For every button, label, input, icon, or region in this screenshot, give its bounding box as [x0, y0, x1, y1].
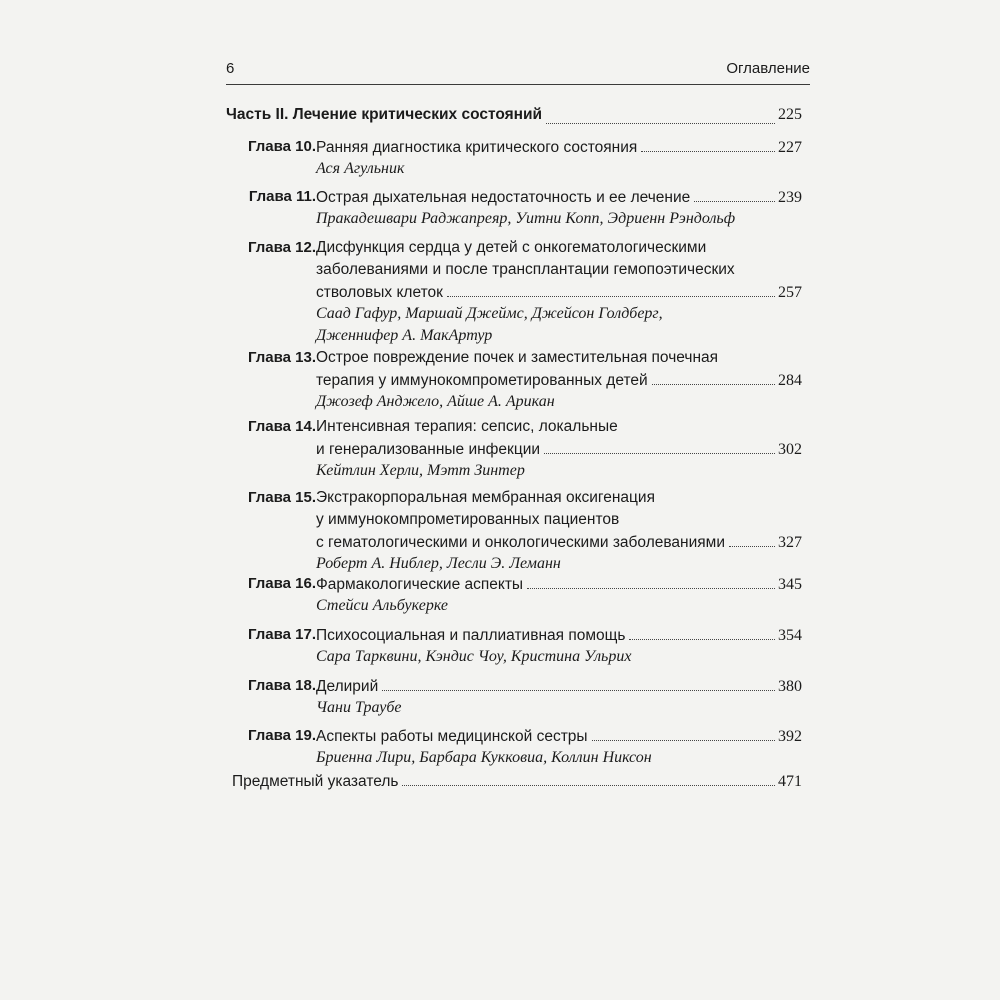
- dot-leader: [641, 136, 775, 152]
- dot-leader: [527, 573, 775, 589]
- chapter-authors: Роберт А. Ниблер, Лесли Э. Леманн: [316, 555, 561, 572]
- chapter-title-row: [316, 725, 802, 747]
- chapter-authors: Саад Гафур, Маршай Джеймс, Джейсон Голдберг,: [316, 305, 663, 322]
- chapter-title-line: Психосоциальная и паллиативная помощь: [316, 627, 626, 644]
- page-number: 6: [226, 60, 235, 77]
- chapter-title-line: Экстракорпоральная мембранная оксигенация: [316, 489, 655, 506]
- dot-leader: [592, 725, 775, 741]
- chapter-label: Глава 12.: [247, 239, 316, 256]
- chapter-title-line: Делирий: [316, 678, 379, 695]
- chapter-page: 257: [778, 284, 802, 301]
- chapter-label: Глава 14.: [247, 418, 316, 435]
- chapter-title-line: у иммунокомпрометированных пациентов: [316, 511, 620, 528]
- running-header: [226, 58, 810, 85]
- chapter-title-line: Острое повреждение почек и заместительная почечная: [316, 349, 719, 366]
- chapter-page: 392: [778, 728, 802, 745]
- chapter-title-line: Ранняя диагностика критического состояния: [316, 139, 638, 156]
- dot-leader: [652, 369, 775, 385]
- chapter-label: Глава 10.: [247, 138, 316, 155]
- chapter-title-line: Дисфункция сердца у детей с онкогематологическими: [316, 239, 707, 256]
- part-title: Часть II. Лечение критических состояний: [226, 106, 543, 123]
- dot-leader: [544, 438, 775, 454]
- chapter-authors: Бриенна Лири, Барбара Кукковиа, Коллин Никсон: [316, 749, 652, 766]
- dot-leader: [729, 531, 775, 547]
- chapter-authors: Ася Агульник: [316, 160, 405, 177]
- chapter-authors: Кейтлин Херли, Мэтт Зинтер: [316, 462, 525, 479]
- index-page: 471: [778, 773, 802, 790]
- chapter-title-row: [316, 624, 802, 646]
- chapter-page: 327: [778, 534, 802, 551]
- chapter-label: Глава 18.: [247, 677, 316, 694]
- chapter-title-line: Интенсивная терапия: сепсис, локальные: [316, 418, 618, 435]
- chapter-title-row: [316, 531, 802, 553]
- chapter-page: 380: [778, 678, 802, 695]
- chapter-title-line: стволовых клеток: [316, 284, 443, 301]
- section-title: Оглавление: [726, 60, 810, 77]
- dot-leader: [382, 675, 775, 691]
- chapter-title-row: [316, 186, 802, 208]
- chapter-authors: Джозеф Анджело, Айше А. Арикан: [316, 393, 555, 410]
- chapter-label: Глава 15.: [247, 489, 316, 506]
- chapter-title-row: [316, 369, 802, 391]
- part-entry[interactable]: [226, 100, 802, 124]
- chapter-label: Глава 13.: [247, 349, 316, 366]
- chapter-title-row: [316, 136, 802, 158]
- chapter-label: Глава 19.: [247, 727, 316, 744]
- dot-leader: [629, 624, 775, 640]
- chapter-title-line: с гематологическими и онкологическими заболеваниями: [316, 534, 725, 551]
- chapter-title-line: и генерализованные инфекции: [316, 441, 541, 458]
- dot-leader: [546, 108, 775, 124]
- index-entry[interactable]: [232, 770, 802, 794]
- dot-leader: [402, 770, 775, 786]
- index-title: Предметный указатель: [232, 773, 399, 790]
- chapter-title-line: Аспекты работы медицинской сестры: [316, 728, 588, 745]
- chapter-page: 345: [778, 576, 802, 593]
- chapter-title-line: заболеваниями и после трансплантации гемопоэтических: [316, 261, 735, 278]
- chapter-authors: Стейси Альбукерке: [316, 597, 448, 614]
- chapter-page: 227: [778, 139, 802, 156]
- chapter-label: Глава 17.: [247, 626, 316, 643]
- chapter-authors: Дженнифер А. МакАртур: [316, 327, 493, 344]
- chapter-title-row: [316, 487, 802, 509]
- chapter-title-row: [316, 438, 802, 460]
- chapter-title-line: терапия у иммунокомпрометированных детей: [316, 372, 648, 389]
- chapter-title-row: [316, 675, 802, 697]
- dot-leader: [447, 281, 775, 297]
- chapter-title-row: [316, 416, 802, 438]
- chapter-authors: Сара Тарквини, Кэндис Чоу, Кристина Ульрих: [316, 648, 632, 665]
- chapter-page: 284: [778, 372, 802, 389]
- chapter-title-row: [316, 573, 802, 595]
- chapter-title-row: [316, 281, 802, 303]
- chapter-page: 302: [778, 441, 802, 458]
- chapter-title-line: Фармакологические аспекты: [316, 576, 524, 593]
- chapter-authors: Чани Траубе: [316, 699, 402, 716]
- chapter-page: 239: [778, 189, 802, 206]
- chapter-title-row: [316, 347, 802, 369]
- chapter-label: Глава 16.: [247, 575, 316, 592]
- chapter-title-line: Острая дыхательная недостаточность и ее лечение: [316, 189, 691, 206]
- chapter-title-row: [316, 509, 802, 531]
- chapter-label: Глава 11.: [248, 188, 316, 205]
- dot-leader: [694, 186, 775, 202]
- chapter-authors: Пракадешвари Раджапреяр, Уитни Копп, Эдриенн Рэндольф: [316, 210, 736, 227]
- chapter-title-row: [316, 259, 802, 281]
- part-page: 225: [778, 106, 802, 123]
- chapter-page: 354: [778, 627, 802, 644]
- chapter-title-row: [316, 237, 802, 259]
